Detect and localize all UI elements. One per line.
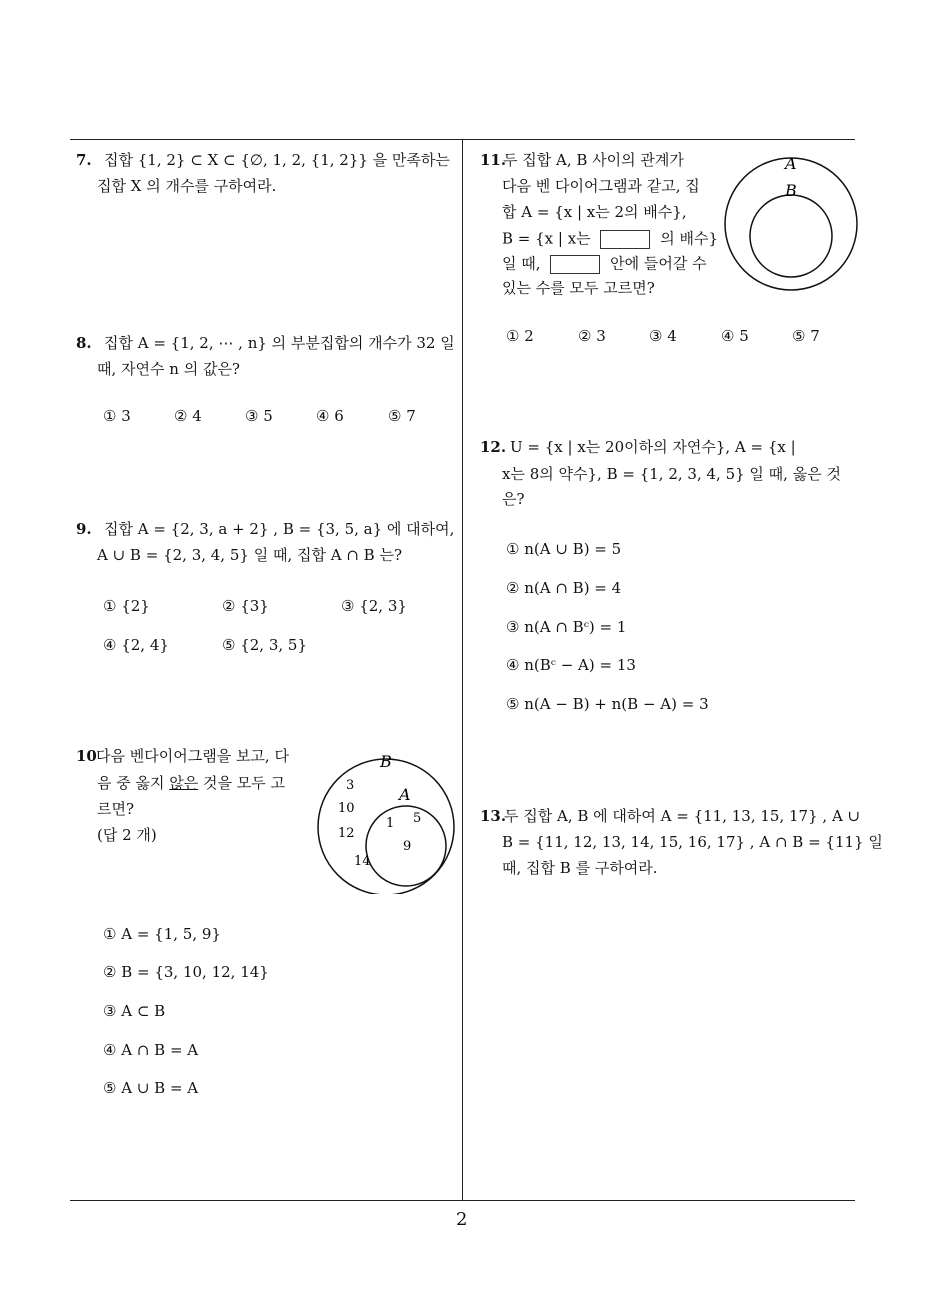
blank-box bbox=[550, 255, 600, 274]
question-text: 다음 벤다이어그램을 보고, 다 bbox=[96, 747, 289, 765]
question-text: 집합 A = {1, 2, ⋯ , n} 의 부분집합의 개수가 32 일 bbox=[104, 334, 455, 352]
choice[interactable]: ④ A ∩ B = A bbox=[103, 1041, 199, 1059]
question-text bbox=[97, 776, 285, 791]
choice[interactable]: ⑤ 7 bbox=[388, 407, 416, 425]
column-divider bbox=[462, 139, 463, 1201]
question-number: 8. bbox=[76, 334, 92, 352]
question-text: 르면? bbox=[97, 800, 135, 818]
choice[interactable]: ① 3 bbox=[103, 407, 131, 425]
question-text: U = {x | x는 20이하의 자연수}, A = {x | bbox=[510, 438, 796, 456]
venn-element: 9 bbox=[403, 839, 412, 854]
choice[interactable]: ④ 6 bbox=[316, 407, 344, 425]
choice[interactable]: ④ {2, 4} bbox=[103, 636, 169, 654]
choice[interactable]: ⑤ n(A − B) + n(B − A) = 3 bbox=[506, 695, 709, 713]
question-text: A ∪ B = {2, 3, 4, 5} 일 때, 집합 A ∩ B 는? bbox=[97, 546, 402, 564]
question-text-part: 의 배수} bbox=[660, 229, 719, 248]
choice[interactable]: ③ A ⊂ B bbox=[103, 1002, 166, 1020]
choice[interactable]: ④ n(Bᶜ − A) = 13 bbox=[506, 656, 636, 674]
choice[interactable]: ③ n(A ∩ Bᶜ) = 1 bbox=[506, 618, 627, 636]
set-label-a: A bbox=[399, 785, 411, 804]
question-text: 은? bbox=[502, 490, 525, 508]
bottom-rule bbox=[70, 1200, 855, 1201]
question-text-part: 일 때, bbox=[502, 254, 541, 273]
choice[interactable]: ④ 5 bbox=[721, 327, 749, 345]
choice[interactable]: ③ 5 bbox=[245, 407, 273, 425]
question-text-part: 안에 들어갈 수 bbox=[610, 254, 707, 273]
question-text: 때, 집합 B 를 구하여라. bbox=[502, 859, 658, 877]
inner-circle-b bbox=[750, 195, 832, 277]
question-text: 두 집합 A, B 에 대하여 A = {11, 13, 15, 17} , A ∪ bbox=[504, 807, 861, 825]
set-label-b: B bbox=[380, 752, 392, 771]
outer-circle-a bbox=[725, 158, 857, 290]
question-text bbox=[502, 255, 707, 274]
question-text: 합 A = {x | x는 2의 배수}, bbox=[502, 203, 687, 221]
choice[interactable]: ③ 4 bbox=[649, 327, 677, 345]
question-text: 집합 A = {2, 3, a + 2} , B = {3, 5, a} 에 대하여, bbox=[104, 520, 455, 538]
question-number: 12. bbox=[480, 438, 507, 456]
choice[interactable]: ③ {2, 3} bbox=[341, 597, 407, 615]
emphasis-not: 않은 bbox=[169, 774, 199, 792]
venn-element: 1 bbox=[386, 816, 395, 831]
question-text: 때, 자연수 n 의 값은? bbox=[97, 360, 240, 378]
question-text: 있는 수를 모두 고르면? bbox=[502, 279, 655, 297]
question-number: 10 bbox=[76, 747, 97, 765]
question-text-part: B = {x | x는 bbox=[502, 229, 591, 248]
choice[interactable]: ② {3} bbox=[222, 597, 269, 615]
set-label-a: A bbox=[785, 154, 797, 173]
choice[interactable]: ① {2} bbox=[103, 597, 150, 615]
choice[interactable]: ① A = {1, 5, 9} bbox=[103, 925, 221, 943]
choice[interactable]: ⑤ 7 bbox=[792, 327, 820, 345]
page-number: 2 bbox=[456, 1209, 468, 1230]
question-text bbox=[502, 230, 718, 249]
set-label-b: B bbox=[785, 181, 797, 200]
venn-element: 14 bbox=[354, 854, 371, 869]
blank-box bbox=[600, 230, 650, 249]
venn-element: 10 bbox=[338, 801, 355, 816]
choice[interactable]: ① n(A ∪ B) = 5 bbox=[506, 540, 622, 558]
question-text-part: 것을 모두 고 bbox=[198, 774, 286, 792]
question-text: B = {11, 12, 13, 14, 15, 16, 17} , A ∩ B = {11} 일 bbox=[502, 833, 883, 851]
question-text: 집합 X 의 개수를 구하여라. bbox=[97, 177, 277, 195]
choice[interactable]: ② 4 bbox=[174, 407, 202, 425]
question-text: 다음 벤 다이어그램과 같고, 집 bbox=[502, 177, 700, 195]
question-text: 두 집합 A, B 사이의 관계가 bbox=[503, 151, 684, 169]
question-number: 11. bbox=[480, 151, 507, 169]
question-number: 13. bbox=[480, 807, 507, 825]
venn-diagram-q10 bbox=[316, 752, 461, 894]
venn-element: 12 bbox=[338, 826, 355, 841]
question-number: 9. bbox=[76, 520, 92, 538]
venn-element: 5 bbox=[413, 811, 422, 826]
question-text: 집합 {1, 2} ⊂ X ⊂ {∅, 1, 2, {1, 2}} 을 만족하는 bbox=[104, 151, 450, 169]
choice[interactable]: ② 3 bbox=[578, 327, 606, 345]
question-text: x는 8의 약수}, B = {1, 2, 3, 4, 5} 일 때, 옳은 것 bbox=[502, 465, 841, 483]
venn-diagram-q11 bbox=[722, 152, 862, 294]
venn-element: 3 bbox=[346, 778, 355, 793]
question-text-part: 음 중 옳지 bbox=[97, 774, 170, 792]
question-number: 7. bbox=[76, 151, 92, 169]
choice[interactable]: ⑤ A ∪ B = A bbox=[103, 1079, 199, 1097]
choice[interactable]: ② B = {3, 10, 12, 14} bbox=[103, 963, 269, 981]
choice[interactable]: ⑤ {2, 3, 5} bbox=[222, 636, 308, 654]
choice[interactable]: ② n(A ∩ B) = 4 bbox=[506, 579, 622, 597]
question-note: (답 2 개) bbox=[97, 826, 157, 844]
choice[interactable]: ① 2 bbox=[506, 327, 534, 345]
